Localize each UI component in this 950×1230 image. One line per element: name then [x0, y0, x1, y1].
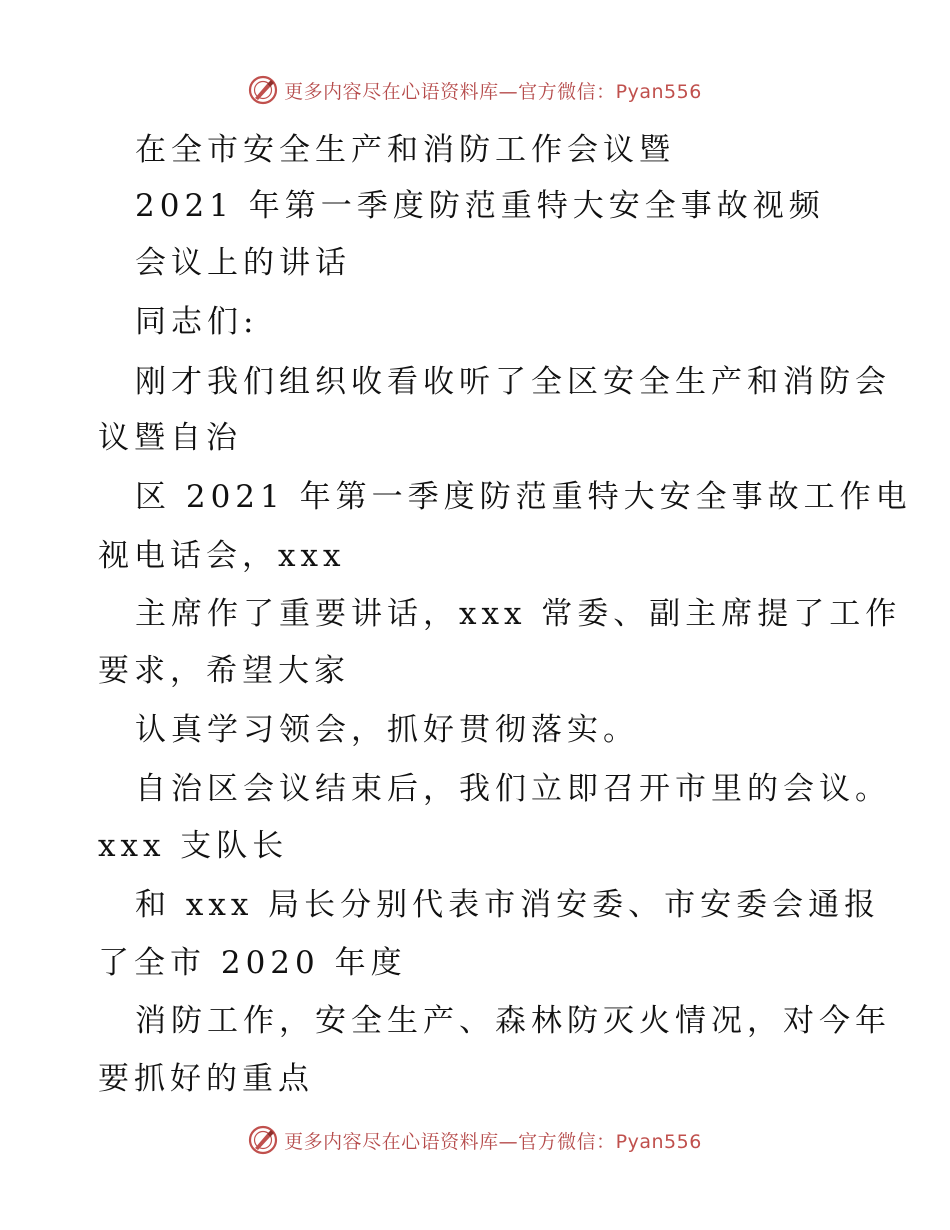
paragraph-line: 了全市 2020 年度 [98, 945, 407, 981]
paragraph-line: 自治区会议结束后，我们立即召开市里的会议。 [135, 771, 891, 807]
title-line-3: 会议上的讲话 [135, 245, 351, 281]
paragraph-line: 要抓好的重点 [98, 1061, 314, 1097]
paragraph-line: 区 2021 年第一季度防范重特大安全事故工作电 [135, 479, 912, 515]
paragraph-line: 视电话会，xxx [98, 538, 346, 574]
pen-logo-icon [248, 75, 278, 105]
paragraph-line: 主席作了重要讲话，xxx 常委、副主席提了工作 [135, 596, 902, 632]
watermark-label: 更多内容尽在心语资料库—官方微信： [284, 1130, 616, 1153]
salutation: 同志们: [135, 304, 259, 340]
title-line-1: 在全市安全生产和消防工作会议暨 [135, 132, 675, 168]
pen-logo-icon [248, 1125, 278, 1155]
header-watermark [0, 70, 950, 110]
title-line-2: 2021 年第一季度防范重特大安全事故视频 [135, 188, 825, 224]
paragraph-line: 消防工作，安全生产、森林防灭火情况，对今年 [135, 1003, 891, 1039]
watermark-handle: Pyan556 [615, 1130, 702, 1153]
paragraph-line: 要求，希望大家 [98, 653, 350, 689]
watermark-text [284, 1127, 702, 1154]
footer-watermark [0, 1120, 950, 1160]
watermark-handle: Pyan556 [615, 80, 702, 103]
paragraph-line: 议暨自治 [98, 420, 242, 456]
paragraph-line: xxx 支队长 [98, 828, 289, 864]
paragraph-line: 认真学习领会，抓好贯彻落实。 [135, 712, 639, 748]
paragraph-line: 刚才我们组织收看收听了全区安全生产和消防会 [135, 364, 891, 400]
paragraph-line: 和 xxx 局长分别代表市消安委、市安委会通报 [135, 887, 881, 923]
watermark-text [284, 77, 702, 104]
watermark-label: 更多内容尽在心语资料库—官方微信： [284, 80, 616, 103]
